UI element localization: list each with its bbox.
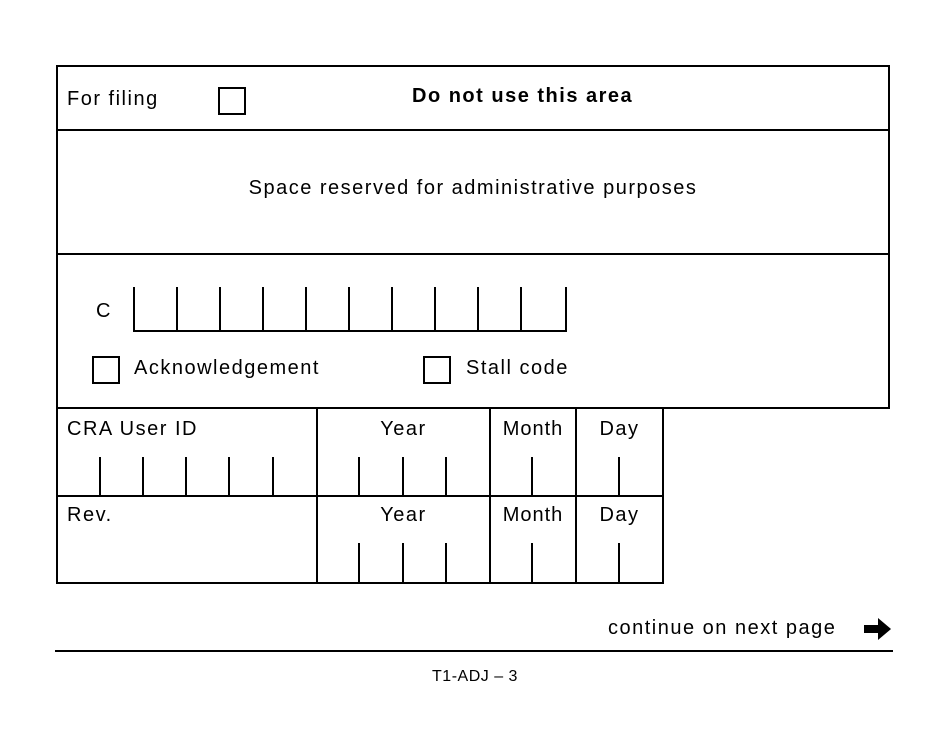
rev-label: Rev.: [67, 504, 113, 526]
day-label-1: Day: [599, 418, 640, 440]
day-field-1[interactable]: [618, 457, 622, 495]
grid-row-divider: [56, 495, 664, 497]
month-label-2: Month: [502, 504, 564, 526]
do-not-use-label: Do not use this area: [412, 85, 634, 107]
day-field-2[interactable]: [618, 543, 622, 582]
footer-divider: [55, 650, 893, 652]
cra-user-id-label: CRA User ID: [67, 418, 198, 440]
c-number-field[interactable]: [133, 287, 567, 332]
month-field-2[interactable]: [531, 543, 535, 582]
month-label-1: Month: [502, 418, 564, 440]
month-field-1[interactable]: [531, 457, 535, 495]
continue-next-page-label: continue on next page: [608, 617, 837, 639]
c-prefix-label: C: [96, 300, 112, 322]
divider-admin: [56, 253, 890, 255]
admin-space-text: Space reserved for administrative purposes: [248, 177, 698, 199]
right-arrow-icon: [864, 616, 892, 642]
acknowledgement-checkbox[interactable]: [92, 356, 120, 384]
year-field-1[interactable]: [358, 457, 450, 495]
cra-user-id-field[interactable]: [99, 457, 279, 495]
for-filing-label: For filing: [67, 88, 159, 110]
for-filing-checkbox[interactable]: [218, 87, 246, 115]
day-label-2: Day: [599, 504, 640, 526]
page-number-label: T1-ADJ – 3: [432, 668, 518, 685]
stall-code-label: Stall code: [466, 357, 569, 379]
stall-code-checkbox[interactable]: [423, 356, 451, 384]
year-label-1: Year: [380, 418, 427, 440]
acknowledgement-label: Acknowledgement: [134, 357, 320, 379]
year-label-2: Year: [380, 504, 427, 526]
year-field-2[interactable]: [358, 543, 450, 582]
divider-header: [56, 129, 890, 131]
